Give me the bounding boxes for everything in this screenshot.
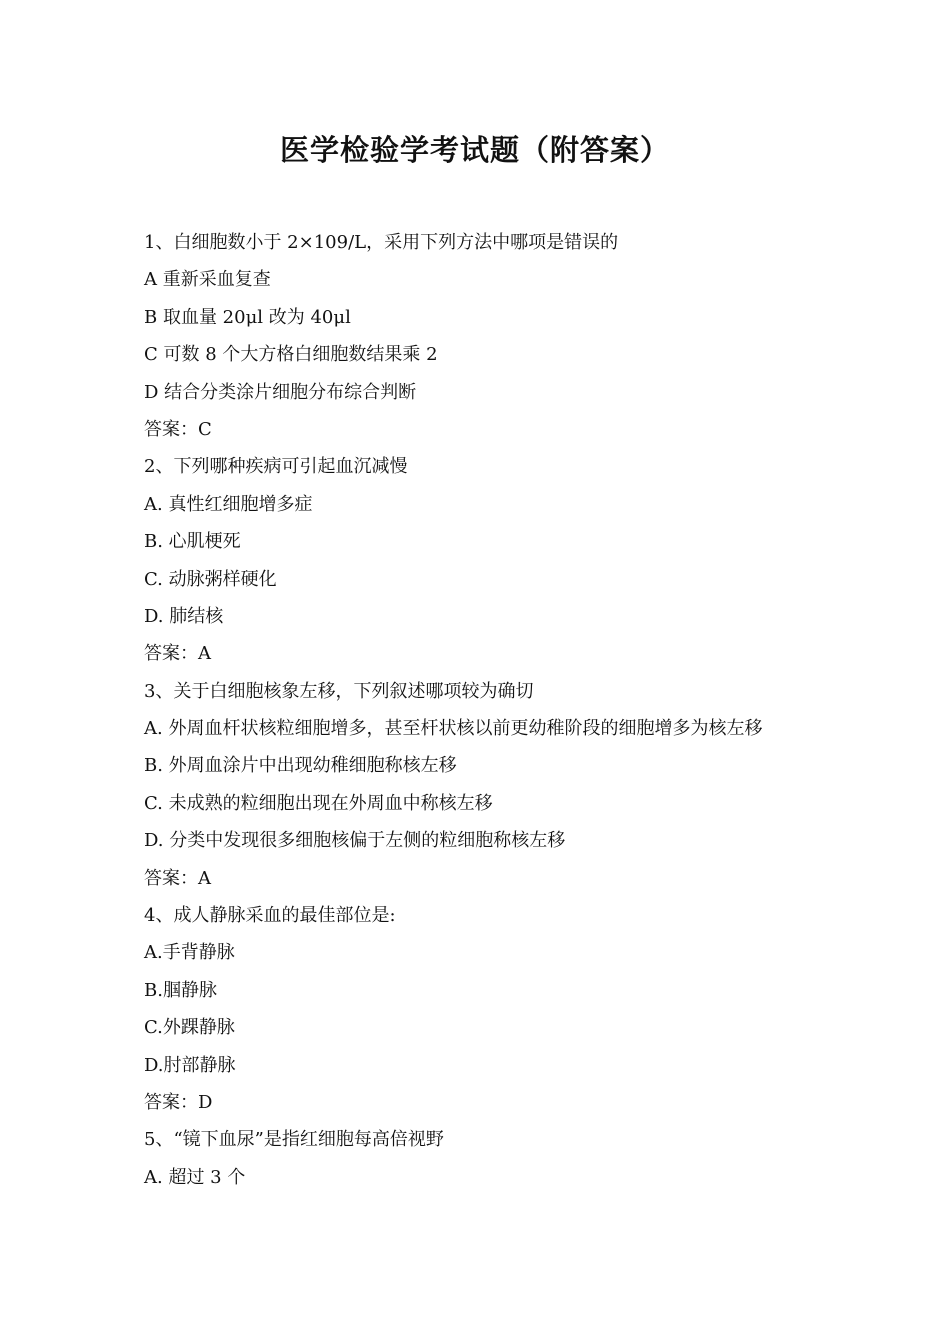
question-1-option-b: B 取血量 20μl 改为 40μl xyxy=(144,306,351,328)
question-3-option-a: A. 外周血杆状核粒细胞增多，甚至杆状核以前更幼稚阶段的细胞增多为核左移 xyxy=(144,718,763,740)
question-5-option-a: A. 超过 3 个 xyxy=(144,1166,246,1188)
question-1-answer: 答案：C xyxy=(144,418,212,440)
question-3-option-c: C. 未成熟的粒细胞出现在外周血中称核左移 xyxy=(144,792,493,814)
question-3-option-d: D. 分类中发现很多细胞核偏于左侧的粒细胞称核左移 xyxy=(144,830,566,852)
question-1-stem: 1、白细胞数小于 2×109/L，采用下列方法中哪项是错误的 xyxy=(144,232,619,253)
question-4-option-d: D.肘部静脉 xyxy=(144,1054,236,1076)
question-4-option-a: A.手背静脉 xyxy=(144,942,235,964)
question-1-option-a: A 重新采血复查 xyxy=(144,269,271,291)
document-title: 医学检验学考试题（附答案） xyxy=(279,133,670,167)
question-2-option-c: C. 动脉粥样硬化 xyxy=(144,568,277,590)
question-1-option-d: D 结合分类涂片细胞分布综合判断 xyxy=(144,381,417,403)
question-4-option-b: B.腘静脉 xyxy=(144,979,217,1001)
question-list xyxy=(144,224,884,1196)
question-2-stem: 2、下列哪种疾病可引起血沉减慢 xyxy=(144,456,408,478)
question-2-option-d: D. 肺结核 xyxy=(144,605,224,627)
question-3-stem: 3、关于白细胞核象左移，下列叙述哪项较为确切 xyxy=(144,680,534,702)
question-4-stem: 4、成人静脉采血的最佳部位是: xyxy=(144,905,396,927)
question-5-stem: 5、“镜下血尿”是指红细胞每高倍视野 xyxy=(144,1129,444,1151)
question-3-option-b: B. 外周血涂片中出现幼稚细胞称核左移 xyxy=(144,755,457,777)
question-4-option-c: C.外踝静脉 xyxy=(144,1017,235,1039)
question-2-option-b: B. 心肌梗死 xyxy=(144,531,241,553)
question-1-option-c: C 可数 8 个大方格白细胞数结果乘 2 xyxy=(144,344,438,366)
question-4-answer: 答案：D xyxy=(144,1091,213,1113)
question-3-answer: 答案：A xyxy=(144,867,211,889)
question-2-answer: 答案：A xyxy=(144,643,211,665)
question-2-option-a: A. 真性红细胞增多症 xyxy=(144,493,313,515)
